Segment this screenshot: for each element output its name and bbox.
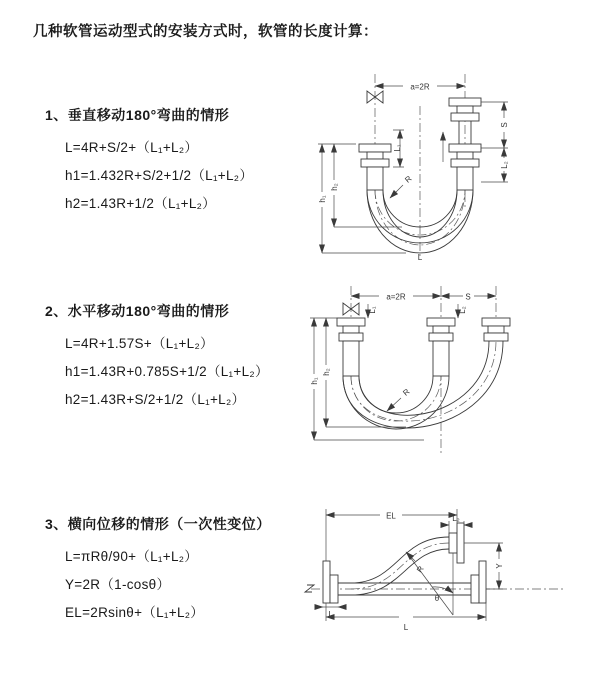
label-l2: L₂ [500, 161, 509, 169]
formula-y: Y=2R（1-cosθ） [65, 577, 171, 592]
diagram-horizontal-movement-180-bend [306, 282, 598, 462]
page-title: 几种软管运动型式的安装方式时，软管的长度计算： [33, 24, 378, 40]
formula-l: L=πRθ/90+（L₁+L₂） [65, 549, 199, 564]
dimension-h2 [321, 318, 406, 427]
section-horizontal-movement [45, 301, 269, 414]
formula-h2: h2=1.43R+1/2（L₁+L₂） [65, 196, 216, 211]
section-1-heading: 1、垂直移动180°弯曲的情形 [45, 107, 230, 123]
label-r: R [415, 564, 426, 575]
diagram-vertical-movement-180-bend [310, 70, 590, 262]
right-flange-fittings [443, 98, 481, 190]
label-r: R [401, 387, 412, 398]
section-vertical-movement [45, 105, 253, 218]
left-flange-fitting [359, 144, 391, 190]
dimension-el [326, 509, 457, 561]
label-h1: h₁ [310, 377, 319, 385]
section-lateral-displacement [45, 514, 271, 627]
centerlines [305, 543, 565, 592]
formula-h2: h2=1.43R+S/2+1/2（L₁+L₂） [65, 392, 246, 407]
dimension-l [326, 603, 486, 632]
label-l: L [417, 253, 423, 262]
dimension-l2 [458, 304, 467, 318]
label-l1: L₁ [328, 610, 336, 619]
label-a2r: a=2R [386, 292, 406, 302]
section-3-heading: 3、横向位移的情形（一次性变位） [45, 516, 271, 532]
formula-h1: h1=1.432R+S/2+1/2（L₁+L₂） [65, 168, 254, 183]
dimension-s [481, 102, 509, 148]
left-flange-fitting [323, 561, 351, 603]
radius-annotation [387, 387, 412, 411]
label-l1: L₁ [393, 144, 402, 152]
label-l1: L₁ [368, 306, 377, 314]
dimension-a2r [351, 291, 441, 302]
formula-l: L=4R+S/2+（L₁+L₂） [65, 140, 199, 155]
dimension-a2r [375, 81, 465, 92]
formula-l: L=4R+1.57S+（L₁+L₂） [65, 336, 214, 351]
hose-u-bend [343, 341, 503, 429]
label-r: R [403, 174, 414, 185]
label-l2: L₂ [458, 306, 467, 314]
label-l: L [403, 623, 409, 632]
middle-flange-fitting [427, 318, 455, 376]
dimension-s [441, 291, 496, 302]
hose-displaced-position [351, 523, 464, 595]
moved-flange-fitting [482, 318, 510, 341]
dimension-l1 [368, 304, 377, 318]
label-l2: L₂ [452, 514, 460, 523]
label-a2r: a=2R [410, 82, 430, 92]
formula-h1: h1=1.43R+0.785S+1/2（L₁+L₂） [65, 364, 269, 379]
label-theta: θ [434, 594, 440, 603]
centerline-break-mark [305, 585, 314, 592]
label-s: S [500, 122, 509, 128]
dimension-l1 [393, 130, 404, 167]
diagram-lateral-displacement [303, 497, 598, 665]
dimension-l2 [441, 514, 472, 533]
label-y: Y [495, 563, 504, 569]
formula-el: EL=2Rsinθ+（L₁+L₂） [65, 605, 205, 620]
label-s: S [465, 292, 471, 302]
radius-annotation [390, 174, 414, 198]
label-el: EL [386, 511, 396, 521]
left-flange-fitting [337, 318, 365, 376]
label-h2: h₂ [322, 368, 331, 376]
section-2-heading: 2、水平移动180°弯曲的情形 [45, 303, 230, 319]
dimension-l2 [481, 148, 509, 182]
label-h1: h₁ [318, 195, 327, 203]
label-h2: h₂ [330, 183, 339, 191]
dimension-h2 [329, 144, 402, 227]
radius-annotation [406, 552, 453, 615]
